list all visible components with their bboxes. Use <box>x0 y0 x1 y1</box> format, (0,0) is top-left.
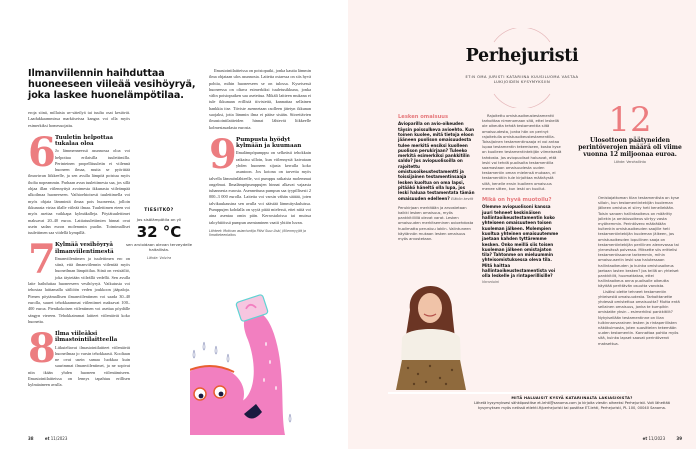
right-folio <box>643 436 682 441</box>
reader-question <box>398 121 476 201</box>
page-number: 39 <box>676 436 682 441</box>
question-signature: Voroniuini <box>482 279 499 284</box>
page-number: 38 <box>28 436 34 441</box>
answer-paragraph: Lisäksi olette tehneet testamentin yhteisestä omaisuudesta. Tarkoittanette yhdessä omistettua omaisuutta? Mutta entä sellainen omaisuus, jonka te kumpikin omistatte yksin – esimerkiksi pankkitilit? Nykyisellään testamentinne on liian tulkinnanvarainen lesken ja rintaperillisten näkökulmasta, joten suosittelen tekemään uuden testamentin. Kannattaa pohtia myös sitä, kuinka lapset saavat perintöverot maksettua. <box>598 289 680 346</box>
contact-info <box>472 396 672 411</box>
reader-question <box>482 204 562 284</box>
qa-column-3 <box>598 196 680 347</box>
factbox-pre: Jos sisälämpötila on yli <box>136 217 182 222</box>
stat-text: Ulosottoon päätyneiden perintöverojen määrä oli viime vuonna 12 miljoonaa euroa. <box>578 137 682 158</box>
intro-paragraph: eroja siinä, millaista uv-säteilyä tai tuulta osat kestävät. Laadukkaammissa markiiseissa kangas voi olla myös esimerkiksi homesuojattu. <box>28 110 130 128</box>
contact-text: Lähetä kysymyksesi sähköpostitse et-lehti@sanoma.com ja kirjoita viestin aiheeksi Perhejuristi. Voit lähettää kysymyksen myös netissä etlehti.fi/perhejuristi tai postitse ET-lehti, Perhejuristi, PL 100, 00040 Sanoma. <box>473 401 671 411</box>
tip-6 <box>28 128 130 237</box>
column-3 <box>209 68 311 238</box>
factbox-post: sen arvioidaan olevan terveydelle haitallista. <box>125 242 193 253</box>
tip-8 <box>28 325 130 388</box>
qa-column-2 <box>482 114 562 285</box>
tip-title: Tuuletin helpottaa tukalaa oloa <box>55 134 113 148</box>
tip-number: 9 <box>209 130 237 178</box>
divider-strip <box>388 392 626 394</box>
stat-source: Lähde: Verohallinto <box>614 160 646 164</box>
column-title: Perhejuristi <box>465 46 579 66</box>
columnist-portrait <box>396 272 466 390</box>
tip-text: Jo lämmenneessä asunnossa oloa voi helpottaa erilaisilla tuulettimilla. Perinteinen propellituuletin ei viilennä huoneen ilmaa, mutta se pyörittää ilmavirran liikkeelle, ja sen avulla lämpöä poistuu myös iholta nopeammin. Parhaan avun tuulettimesta saa, jos sillä ohjaa illan viilennyttyä avoimesta ikkunasta viileämpää ulkoilmaa huoneeseen. Vaihtoehtoisesti tuulettimella voi myös ohjata lämmintä ilmaa pois huoneesta, jolloin ikkunasta virtaa tilalle viileää ilmaa. Tuulettimen eteen voi myös asettaa vaikkapa kylmäkalleja. Pöytätuulettimet maksavat 20–40 euroa. Lattiatuulettimien hinnat ovat usein sadan euron molemmin puolin. Toimimalliset tuulettimen saa viidellä kympillä. <box>28 148 130 236</box>
col3-paragraph: Ilmastointilaitteissa on poistoputki, jonka kautta lämmin ilma ohjataan ulos asunnosta. Laitetta ostaessa on siis hyvä pohtia, mihin huoneeseen se on tulossa. Kyseisessä huoneessa on oltava esimerkiksi tuuletusikkuna, jonka välin poistoputken saa asetettua. Mikäli laitteen mukana ei tule ikkunaan erillistä tiivistettä, kannattaa sellainen hankkia itse. Tiiviste asennetaan raolleen jätetyn ikkunan suojaksi, jotta lämmin ilma ei pääse sisään. Siirrettävien ilmastointilaitteiden hinnat lähtevät liikkeelle kolmestasadasta eurosta. <box>209 68 311 130</box>
answer-paragraph: Rajoitettu omistusoikeustestamentti tarkoittaa nimenomaan sitä, ettei leskellä ole oikeutta tehdä testamenttia siitä omaisuudesta, jonka hän on perinyt rajoitetulla omistusoikeustestamentilla. Toissijainen testamentinsaaja ei voi antaa lupaa testamentin tekemiseen, koska kyse on kuolleen testamentintekijän viimeisestä tahdosta. Jos aviopuolisot haluavat, että leski voi tehdä puolisolta testamentilla saamastaan omaisuudesta uuden testamentin oman mielensä mukaan, ei testamenttiin tule kirjoittaa määräystä siitä, kenelle ensin kuolleen omaisuus menee sitten, kun leski on kuollut. <box>482 114 562 191</box>
contact-heading: MITÄ HALUAISIT KYSYÄ KATARIINALTA LAKIASIOISTA? <box>511 396 633 400</box>
tip-number: 7 <box>28 236 56 284</box>
tip-number: 8 <box>28 325 56 373</box>
sweating-person-illustration <box>190 290 340 435</box>
question-heading: Lesken omaisuus <box>398 114 449 120</box>
pupil-left <box>199 394 204 399</box>
column-masthead <box>460 28 584 108</box>
stat-number: 12 <box>608 100 652 140</box>
tip-7 <box>28 236 130 325</box>
question-text: Olemme aviopuolisoni kanssa juuri tehneet keskinäisen hallintaoikeustestamentin koko yhteiseen omaisuuteen toisen kuoleman jälkeen. Molempien kuoltua yhteinen omaisuutemme jaetaan kahden tyttäremme kesken. Onko meillä siis toisen kuoleman jälkeen omistajaton tila? Tahtonme on mieluummin yhteisomistuksessa oleva tila. Mitä haittaa hallintaoikeustestamentista voi olla leskelle ja rintaperillisille? <box>482 204 559 279</box>
magazine-logo: et <box>44 436 50 441</box>
leopard-skirt <box>396 360 466 390</box>
tip-text: Ilmalämpöpumppu on selkeästi tehokkain ratkaisu silloin, kun viilennystä kaivataan yhden huoneen sijasta kerralla koko asuntoon. Jos kotona on tarvetta myös talvella lämmönlähteelle, voi pumppu ratkaista molemmat ongelmat. Ilmalämpöpumppujen hinnat alkavat vajaasta tuhannesta eurosta. Asennettuna pumpun saa tyypillisesti 2 000–3 000 eurolla. Laitetta voi varsin vähän säätää, joten talvikuukausina sen avulla voi säästää lämmityskuluissa. Pumppujen kohdalla on syytä pitää mielessä, ettei niitä voi aina asentaa omin päin. Kerrostaloissa tai muissa taloyhtiöissä pumpun asentaminen vaatii yhtiön luvan. <box>209 150 311 225</box>
column-1 <box>28 110 130 389</box>
stat-callout <box>570 100 690 164</box>
column-subtitle: ET:N OMA JURISTI KATARIINA KUUSILUOMA VASTAA LUKIJOIDEN KYSYMYKSIIN <box>465 75 579 85</box>
question-heading: Mikä on hyvä muotoilu? <box>482 197 552 204</box>
magazine-logo: et <box>642 436 648 441</box>
question-signature: Eläkön kevät <box>451 196 474 201</box>
face <box>418 293 442 323</box>
tip-number: 6 <box>28 128 56 176</box>
tip-title: Kylmää vesihöyryä ilmanviilentimestä <box>55 242 114 255</box>
factbox-kicker: TIESITKÖ? <box>144 208 174 213</box>
decorative-circle <box>460 28 584 108</box>
sources-note: Lähteet: Motivan asiantuntija Päivi Suur-Uski, Jöllenmyyjät ja Ilmatieteenlaitos <box>209 228 306 238</box>
tip-text: Ilmanviilentimen ja tuulettimen ero on siinä, että ilmanviilennin viilentää myös huoneilman lämpötilaa. Siinä on vesisäiliö, joka täytetään viileällä vedellä. Sen avulla laite haihduttaa huoneeseen vesihöyryä. Vaikutusta voi tehostaa laittamalla säiliöön veden joukkoon jääpaloja. Pienen pöytämallisen ilmanviilentimen voi saada 30–40 eurolla, suuret tehokkaammat viilentimet maksavat 100–400 euroa. Pienikokoisen viilentimen voi asettaa pöydälle sängyn viereen. Tehokkaimmat laitteet viilentävät koko huonetta. <box>28 255 130 324</box>
question-text: Avioparilla on avio-oikeuden täysin poissulkeva avioehto. Kun toinen kuolee, mitä tietoja eloon jääneen puolison omaisuudesta tulee merkitä ensiksi kuolleen puolison perukirjaan? Tuleeko merkitä esimerkiksi pankkitilin saldo? Jos aviopuolisoilla on rajoitettu omistusoikeustestamentti ja toissijainen testamentinsaaja lesken kuoltua on oma lapsi, pitääkö häneltä olla lupa, jos leski haluaa testamentata tämän omaisuuden edelleen? <box>398 121 475 201</box>
pupil-right <box>219 392 224 397</box>
tip-9 <box>209 130 311 226</box>
tip-title: Ilma viileäksi ilmastointilaitteella <box>55 331 118 344</box>
right-page <box>348 0 696 449</box>
factbox <box>122 208 196 260</box>
left-folio <box>28 436 67 441</box>
answer-paragraph: Perukirjaan merkitään ja arvostetaan kaikki lesken omaisuus, myös pankkitillillä olevat varat. Lesken omaisuuden merkitseminen avioehdosta huolimatta perustuu lakiin. Valintuneen käytännön mukaan lesken omaisuus myös arvostetaan. <box>398 205 474 242</box>
tip-title: Pumpusta hyödyt kylmään ja kuumaan <box>236 136 302 150</box>
qa-column-1 <box>398 114 476 242</box>
factbox-source: Lähde: Valvira <box>146 256 172 261</box>
answer-paragraph: Omistajattoman tilan testamentista on kyse silloin, kun testamentintekijän kuoleman jälkeen omistus ei siirry heti kenellekään. Toisin sanoen hallintaoikeus on määritty jollekin ja omistusoikeus siirtyy vasta myöhemmin. Perintövero määrätään kuitenkin omistusoikeuden saajille heti testamentintekijän kuoleman jälkeen, jos omistusoikeuden lopullinen saaja on testamentintekijän perillinen alenevassa tai ylenevässä polvessa. Miksette siis erittelisi testamentissanne tarkemmin, mihin omaisuuseriin leski saa halutessaan hallintaoikeuden ja kuinka omistusoikeus jaetaan lasten kesken? Jos teillä on yhteiset pankkitilit, huomattakaa, ettei hallintaoikeus anna puolisolle oikeutta käyttää perittävän osuutta varoista. <box>598 196 680 289</box>
tip-text: Liikuteltavat ilmastointilaitteet viilentävät huoneilmaa jo varsin tehokkaasti. Kooltaan ne ovat usein samaa luokkaa kuin suurimmat ilmanviilentimet, ja ne sopivat niin ikään yhden huoneen viilentämiseen. Ilmastointilaitteissa on lennys tapahtuu erillisen kylmäaineen avulla. <box>28 344 130 388</box>
issue-label: 11/2023 <box>648 436 666 441</box>
factbox-value: 32 °C <box>136 223 182 241</box>
issue-label: 11/2023 <box>50 436 68 441</box>
article-headline: Ilmanviilennin haihduttaa huoneeseen viileää vesihöyryä, joka laskee huonelämpötilaa. <box>28 68 196 101</box>
